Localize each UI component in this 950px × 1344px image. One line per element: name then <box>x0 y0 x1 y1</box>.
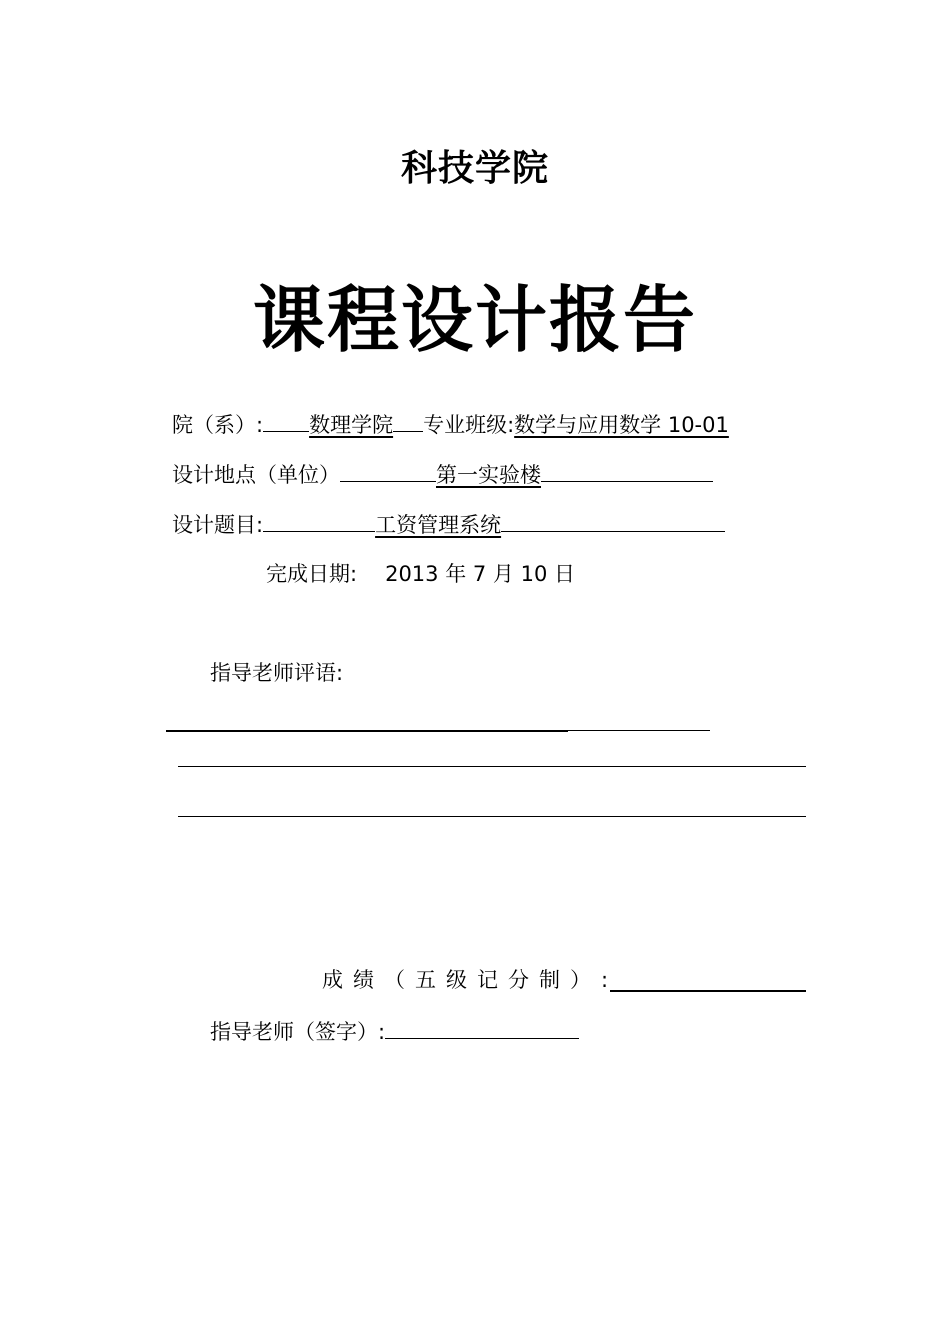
date-label: 完成日期: <box>266 562 358 586</box>
topic-row <box>172 511 725 538</box>
department-label: 院（系）: <box>172 413 264 437</box>
topic-label: 设计题目: <box>172 513 264 537</box>
underline-blank <box>393 411 423 432</box>
underline-blank <box>541 461 713 482</box>
location-row <box>172 461 713 488</box>
comment-line <box>178 816 806 817</box>
location-value: 第一实验楼 <box>436 463 541 487</box>
department-row <box>172 411 729 438</box>
grade-blank <box>610 990 806 992</box>
underline-blank <box>263 411 309 432</box>
signature-blank <box>385 1018 579 1039</box>
signature-row <box>210 1018 579 1045</box>
underline-blank <box>340 461 436 482</box>
comment-line <box>166 730 568 732</box>
underline-blank <box>501 511 725 532</box>
school-name: 科技学院 <box>400 148 549 189</box>
comment-line <box>178 766 806 767</box>
location-label: 设计地点（单位） <box>172 463 340 487</box>
signature-label: 指导老师（签字）: <box>210 1020 386 1044</box>
grade-label: 成绩（五级记分制）: <box>322 968 619 992</box>
comment-label: 指导老师评语: <box>210 661 344 685</box>
major-label: 专业班级: <box>423 413 515 437</box>
department-value: 数理学院 <box>309 413 394 437</box>
date-value: 2013 年 7 月 10 日 <box>385 562 575 586</box>
major-value: 数学与应用数学 10-01 <box>514 413 729 437</box>
underline-blank <box>263 511 375 532</box>
comment-line <box>568 730 710 731</box>
report-title: 课程设计报告 <box>252 278 697 362</box>
topic-value: 工资管理系统 <box>375 513 502 537</box>
date-row <box>266 561 575 587</box>
